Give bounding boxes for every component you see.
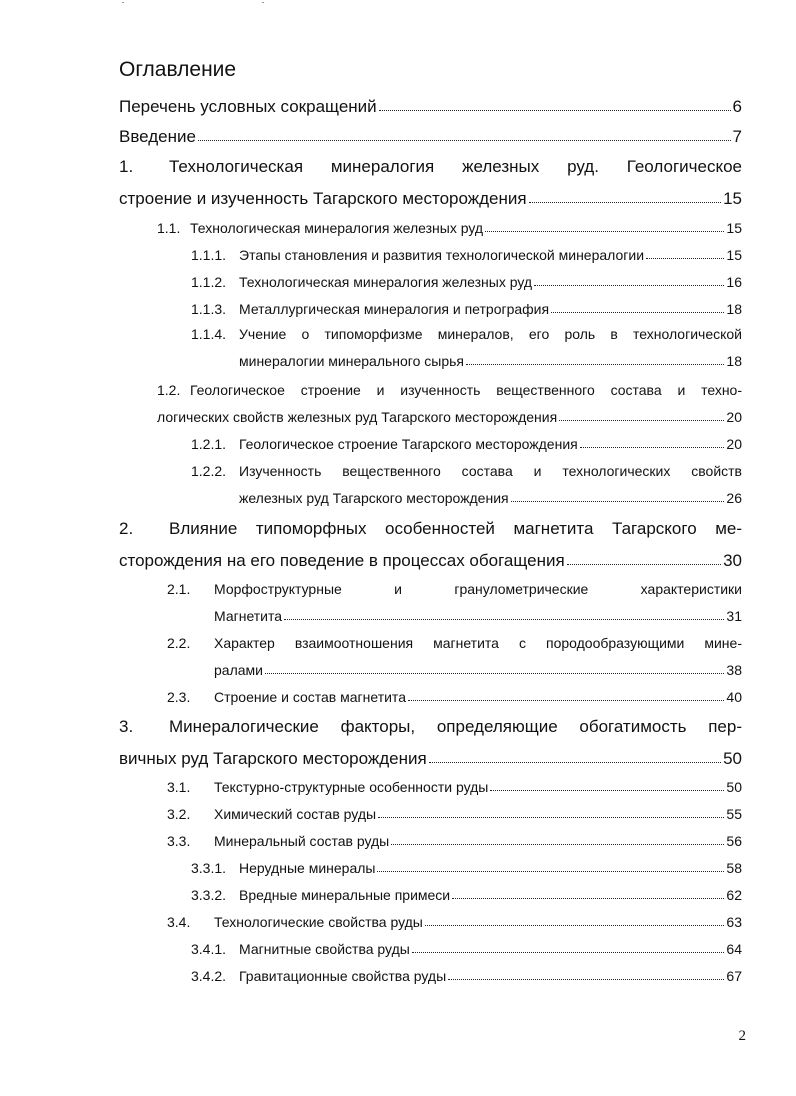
dot-leader	[485, 231, 724, 232]
toc-entry-page: 67	[726, 968, 742, 984]
toc-entry-number: 3.3.1.	[191, 860, 227, 876]
toc-entry-number: 1.1.2.	[191, 274, 227, 290]
toc-entry-text: сторождения на его поведение в процессах обогащения	[119, 551, 565, 570]
toc-entry	[119, 513, 742, 577]
toc-entry-page: 18	[726, 353, 742, 369]
dot-leader	[551, 312, 724, 313]
toc-entry-page: 64	[726, 941, 742, 957]
toc-entry	[119, 711, 742, 775]
toc-entry-number: 3.1.	[167, 779, 191, 795]
toc-entry-text-line1: Морфоструктурные и гранулометрические характеристики	[214, 581, 742, 597]
toc-entry-page: 56	[726, 833, 742, 849]
toc-entry-text: Нерудные минералы	[239, 860, 376, 876]
toc-entry-number: 3.4.2.	[191, 968, 227, 984]
toc-entry-text: Перечень условных сокращений	[119, 97, 377, 116]
toc-entry-text: Химический состав руды	[214, 806, 377, 822]
toc-entry-page: 62	[726, 887, 742, 903]
toc-entry-text-line1: Изученность вещественного состава и технологических свойств	[239, 463, 742, 479]
toc-entry-page: 26	[726, 490, 742, 506]
toc-entry	[191, 321, 742, 375]
toc-entry-page: 38	[726, 662, 742, 678]
toc-entry-page: 16	[726, 274, 742, 290]
toc-entry	[119, 151, 742, 215]
toc-entry	[157, 377, 742, 431]
toc-entry	[191, 269, 742, 296]
toc-entry-text: логических свойств железных руд Тагарского месторождения	[157, 409, 558, 425]
toc-entry-page: 18	[726, 301, 742, 317]
toc-entry	[167, 576, 742, 630]
toc-entry-number: 1.	[119, 157, 134, 176]
toc-entry-number: 3.4.1.	[191, 941, 227, 957]
toc-entry	[191, 296, 742, 323]
dot-leader	[448, 979, 724, 980]
toc-entry-text: строение и изученность Тагарского месторождения	[119, 189, 527, 208]
toc-entry	[167, 909, 742, 936]
toc-entry-text-line1: Влияние типоморфных особенностей магнетита Тагарского ме-	[169, 519, 742, 538]
toc-entry-text: Технологическая минералогия железных руд	[190, 220, 484, 236]
toc-entry-page: 20	[726, 409, 742, 425]
dot-leader	[412, 952, 725, 953]
toc-entry-text: Технологические свойства руды	[214, 914, 423, 930]
toc-entry-number: 1.2.	[157, 382, 181, 398]
toc-entry-number: 2.2.	[167, 635, 191, 651]
dot-leader	[391, 844, 724, 845]
toc-entry-page: 63	[726, 914, 742, 930]
toc-entry	[191, 882, 742, 909]
toc-entry-number: 3.2.	[167, 806, 191, 822]
toc-entry	[167, 774, 742, 801]
toc-entry-number: 2.	[119, 519, 134, 538]
toc-entry-page: 30	[723, 551, 742, 570]
toc-entry-page: 50	[723, 749, 742, 768]
toc-entry-number: 3.3.	[167, 833, 191, 849]
toc-entry	[191, 936, 742, 963]
toc-entry-number: 1.1.4.	[191, 326, 227, 342]
dot-leader	[580, 447, 725, 448]
dot-leader	[429, 762, 721, 763]
toc-entry-number: 3.4.	[167, 914, 191, 930]
dot-leader	[466, 364, 724, 365]
dot-leader	[534, 285, 724, 286]
toc-entry-text: Текстурно-структурные особенности руды	[214, 779, 489, 795]
toc-entry-text-line1: Геологическое строение и изученность вещественного состава и техно-	[190, 382, 742, 398]
toc-entry-text: Вредные минеральные примеси	[239, 887, 451, 903]
dot-leader	[452, 898, 724, 899]
toc-entry-page: 20	[726, 436, 742, 452]
dot-leader	[377, 871, 724, 872]
dot-leader	[284, 619, 724, 620]
toc-entry-number: 3.3.2.	[191, 887, 227, 903]
toc-entry-text: Металлургическая минералогия и петрография	[239, 301, 550, 317]
toc-entry	[167, 828, 742, 855]
dot-leader	[379, 110, 731, 111]
toc-entry-text-line1: Учение о типоморфизме минералов, его роль в технологической	[239, 326, 742, 342]
toc-entry-page: 31	[726, 608, 742, 624]
toc-entry-text: Строение и состав магнетита	[214, 689, 406, 705]
dot-leader	[408, 700, 724, 701]
toc-entry-text: Магнитные свойства руды	[239, 941, 410, 957]
toc-entry-page: 55	[726, 806, 742, 822]
toc-entry-number: 1.1.	[157, 220, 181, 236]
dot-leader	[425, 925, 725, 926]
toc-entry-page: 58	[726, 860, 742, 876]
toc-entry-text: Технологическая минералогия железных руд	[239, 274, 533, 290]
toc-entry-page: 6	[732, 97, 742, 116]
toc-entry	[157, 215, 742, 242]
dot-leader	[567, 564, 721, 565]
dot-leader	[559, 420, 724, 421]
toc-entry-page: 15	[726, 220, 742, 236]
toc-entry-page: 50	[726, 779, 742, 795]
toc-entry-number: 1.2.2.	[191, 463, 227, 479]
toc-entry	[167, 801, 742, 828]
toc-entry-text-line1: Характер взаимоотношения магнетита с породообразующими мине-	[214, 635, 742, 651]
toc-entry	[167, 630, 742, 684]
toc-entry-text: Этапы становления и развития технологической минералогии	[239, 247, 645, 263]
toc-entry-number: 1.1.3.	[191, 301, 227, 317]
toc-entry-text: минералогии минерального сырья	[239, 353, 464, 369]
toc-entry-text: Геологическое строение Тагарского месторождения	[239, 436, 578, 452]
toc-entry-page: 15	[723, 189, 742, 208]
toc-entry-page: 40	[726, 689, 742, 705]
scan-speck	[122, 2, 124, 3]
toc-entry-text-line1: Минералогические факторы, определяющие обогатимость пер-	[169, 717, 742, 736]
dot-leader	[198, 140, 731, 141]
toc-entry-number: 3.	[119, 717, 134, 736]
scan-speck	[262, 2, 264, 3]
dot-leader	[529, 202, 721, 203]
toc-entry-text: железных руд Тагарского месторождения	[239, 490, 509, 506]
toc-entry-number: 1.2.1.	[191, 436, 227, 452]
dot-leader	[378, 817, 724, 818]
toc-entry-number: 1.1.1.	[191, 247, 227, 263]
toc-entry	[119, 91, 742, 123]
toc-entry	[119, 121, 742, 153]
toc-entry	[167, 684, 742, 711]
toc-entry-text-line1: Технологическая минералогия железных руд. Геологическое	[169, 157, 742, 176]
toc-entry	[191, 963, 742, 990]
dot-leader	[646, 258, 724, 259]
toc-entry-page: 7	[732, 127, 742, 146]
toc-entry	[191, 431, 742, 458]
dot-leader	[265, 673, 724, 674]
toc-entry-text: ралами	[214, 662, 263, 678]
toc-entry	[191, 458, 742, 512]
toc-entry-number: 2.3.	[167, 689, 191, 705]
toc-entry-text: вичных руд Тагарского месторождения	[119, 749, 427, 768]
toc-entry	[191, 242, 742, 269]
toc-entry	[191, 855, 742, 882]
dot-leader	[490, 790, 724, 791]
dot-leader	[511, 501, 725, 502]
toc-title: Оглавление	[119, 58, 237, 81]
toc-entry-text: Введение	[119, 127, 196, 146]
page-number: 2	[738, 1028, 746, 1044]
toc-entry-text: Минеральный состав руды	[214, 833, 390, 849]
toc-entry-number: 2.1.	[167, 581, 191, 597]
toc-entry-text: Магнетита	[214, 608, 283, 624]
toc-entry-page: 15	[726, 247, 742, 263]
toc-entry-text: Гравитационные свойства руды	[239, 968, 447, 984]
